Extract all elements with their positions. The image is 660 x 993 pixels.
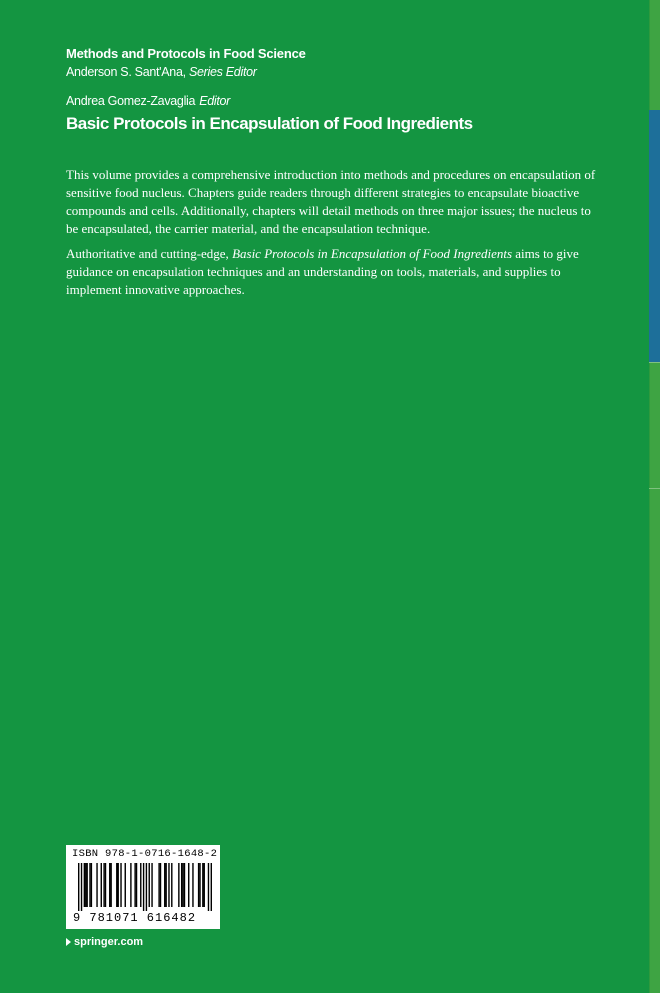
barcode-bar <box>182 863 183 907</box>
spine-divider <box>649 362 660 363</box>
barcode-bar <box>81 863 82 911</box>
publisher-link[interactable] <box>66 935 143 949</box>
barcode-bar <box>143 863 144 911</box>
barcode-bar <box>149 863 150 907</box>
description-text: Authoritative and cutting-edge, <box>66 246 233 261</box>
barcode-bar <box>184 863 185 907</box>
barcode-box <box>66 845 220 929</box>
barcode-bar <box>84 863 85 907</box>
barcode-bar <box>208 863 209 911</box>
volume-editor-role: Editor <box>199 94 231 108</box>
series-editor-role: Series Editor <box>188 65 257 79</box>
barcode-bar <box>86 863 87 907</box>
barcode-bar <box>101 863 102 907</box>
volume-editor <box>66 93 230 109</box>
barcode-bar <box>165 863 166 907</box>
description-paragraph: This volume provides a comprehensive introduction into methods and procedures on encapsulation of sensitive food nucleus. Chapters guide readers through different strategies to encapsulate bioactive compounds and cells. Additionally, chapters will detail methods on three major issues; the nucleus to be encapsulated, the carrier material, and the encapsulation technique. <box>66 167 596 236</box>
barcode-bar <box>136 863 137 907</box>
barcode-bar <box>202 863 203 907</box>
barcode-bar <box>110 863 111 907</box>
barcode-bar <box>130 863 131 907</box>
barcode-bar <box>204 863 205 907</box>
barcode-bar <box>96 863 97 907</box>
description-paragraph <box>66 245 606 299</box>
barcode-bar <box>164 863 165 907</box>
barcode-bar <box>158 863 159 907</box>
barcode-bar <box>198 863 199 907</box>
barcode-bar <box>105 863 106 907</box>
barcode-bar <box>192 863 193 907</box>
barcode-bar <box>116 863 117 907</box>
series-title: Methods and Protocols in Food Science <box>66 46 306 61</box>
description-text: aims to give guidance on encapsulation techniques and an understanding on tools, materials, and supplies to implement innovative approaches. <box>66 246 579 297</box>
barcode-bar <box>199 863 200 907</box>
barcode-image <box>78 863 212 911</box>
barcode-bar <box>78 863 79 911</box>
isbn-label: ISBN 978-1-0716-1648-2 <box>72 848 218 860</box>
barcode-bar <box>168 863 169 907</box>
publisher-url: springer.com <box>74 936 144 948</box>
barcode-bar <box>91 863 92 907</box>
volume-editor-name: Andrea Gomez-Zavaglia <box>66 94 196 108</box>
series-editor <box>66 64 257 80</box>
barcode-bar <box>178 863 179 907</box>
barcode-bar <box>146 863 147 911</box>
barcode-bar <box>188 863 189 907</box>
barcode-bar <box>103 863 104 907</box>
barcode-bar <box>151 863 152 907</box>
barcode-bar <box>109 863 110 907</box>
barcode-bar <box>171 863 172 907</box>
barcode-bar <box>181 863 182 907</box>
barcode-digits: 9 781071 616482 <box>73 911 197 925</box>
barcode-bar <box>117 863 118 907</box>
barcode-bar <box>160 863 161 907</box>
barcode-bar <box>211 863 212 911</box>
book-title: Basic Protocols in Encapsulation of Food Ingredients <box>66 114 473 133</box>
spine-accent-band <box>649 110 660 362</box>
spine-divider <box>649 488 660 489</box>
barcode-bar <box>85 863 86 907</box>
book-title-reference: Basic Protocols in Encapsulation of Food Ingredients <box>232 246 513 261</box>
arrow-right-icon <box>66 938 71 946</box>
barcode-bar <box>140 863 141 907</box>
barcode-bar <box>125 863 126 907</box>
barcode-bar <box>89 863 90 907</box>
barcode-bar <box>120 863 121 907</box>
barcode-bar <box>134 863 135 907</box>
book-description <box>66 166 606 306</box>
series-editor-name: Anderson S. Sant'Ana, <box>66 65 186 79</box>
